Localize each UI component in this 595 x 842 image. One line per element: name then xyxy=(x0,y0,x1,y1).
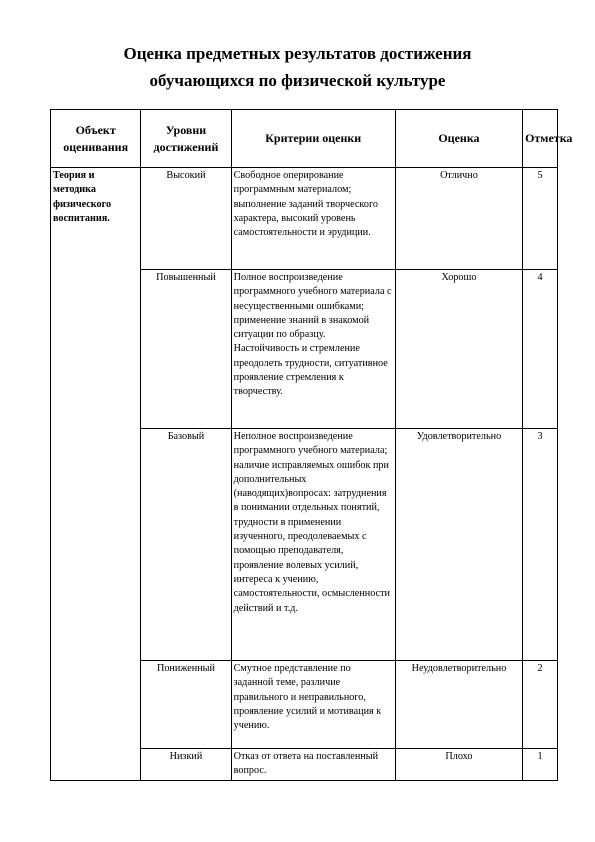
grade-cell: Отлично xyxy=(395,168,522,270)
grade-cell: Неудовлетворительно xyxy=(395,661,522,749)
document-title xyxy=(0,40,595,94)
mark-cell: 4 xyxy=(523,270,558,429)
criteria-cell: Смутное представление по заданной теме, различие правильного и неправильного, проявление усилий и мотивация к учению. xyxy=(231,661,395,749)
header-mark: Отметка xyxy=(523,110,558,168)
grade-cell: Плохо xyxy=(395,749,522,781)
grade-cell: Хорошо xyxy=(395,270,522,429)
level-cell: Базовый xyxy=(141,429,231,661)
table-header-row xyxy=(51,110,558,168)
mark-cell: 3 xyxy=(523,429,558,661)
table-row xyxy=(51,168,558,270)
mark-cell: 5 xyxy=(523,168,558,270)
level-cell: Низкий xyxy=(141,749,231,781)
title-line-2: обучающихся по физической культуре xyxy=(149,71,446,90)
level-cell: Повышенный xyxy=(141,270,231,429)
grade-cell: Удовлетворительно xyxy=(395,429,522,661)
header-grade: Оценка xyxy=(395,110,522,168)
mark-cell: 1 xyxy=(523,749,558,781)
header-object: Объект оценивания xyxy=(51,110,141,168)
object-cell: Теория и методика физического воспитания. xyxy=(51,168,141,781)
header-criteria: Критерии оценки xyxy=(231,110,395,168)
title-line-1: Оценка предметных результатов достижения xyxy=(123,44,472,63)
grading-table xyxy=(50,109,573,781)
header-levels: Уровни достижений xyxy=(141,110,231,168)
criteria-cell: Полное воспроизведение программного учебного материала с несущественными ошибками; применение знаний в знакомой ситуации по образцу. Настойчивость и стремление преодолеть трудности, ситуативное проявление стремления к творчеству. xyxy=(231,270,395,429)
level-cell: Высокий xyxy=(141,168,231,270)
criteria-cell: Свободное оперирование программным материалом; выполнение заданий творческого характера, высокий уровень самостоятельности и эрудиции. xyxy=(231,168,395,270)
criteria-cell: Отказ от ответа на поставленный вопрос. xyxy=(231,749,395,781)
mark-cell: 2 xyxy=(523,661,558,749)
criteria-cell: Неполное воспроизведение программного учебного материала; наличие исправляемых ошибок при дополнительных (наводящих)вопросах: затруднения в понимании отдельных понятий, трудности в применении изученного, преодолеваемых с помощью преподавателя, проявление волевых усилий, интереса к учению, самостоятельности, осмысленности действий и т.д. xyxy=(231,429,395,661)
level-cell: Пониженный xyxy=(141,661,231,749)
